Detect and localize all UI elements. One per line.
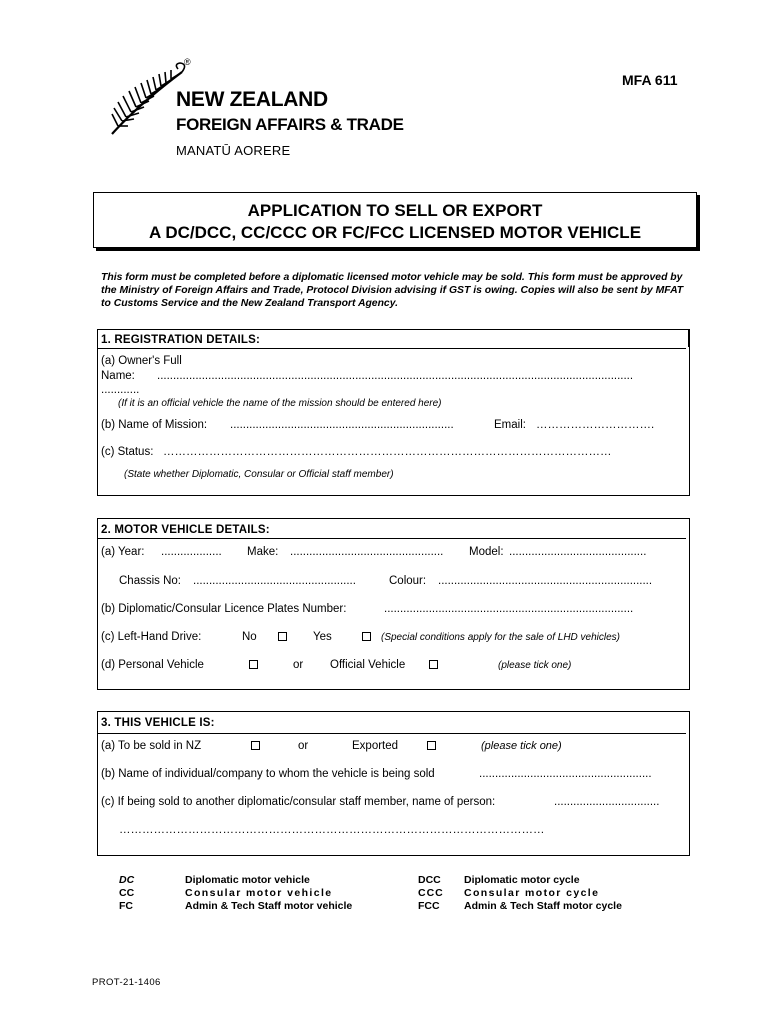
status-note: (State whether Diplomatic, Consular or Official staff member) <box>124 469 394 480</box>
owner-name-field-cont[interactable]: ............ <box>101 384 140 396</box>
legend-code: DC <box>119 874 135 886</box>
legend-desc: Admin & Tech Staff motor vehicle <box>185 900 353 912</box>
intro-text: This form must be completed before a diplomatic licensed motor vehicle may be sold. This form must be approved by the Ministry of Foreign Affairs and Trade, Protocol Division advising if GST is owing. Copies will also be sent by MFAT to Customs Service and the New Zealand Transport Agency. <box>101 272 684 309</box>
sold-nz-label: (a) To be sold in NZ <box>101 740 202 752</box>
title-line1: APPLICATION TO SELL OR EXPORT <box>247 201 543 220</box>
title-line2: A DC/DCC, CC/CCC OR FC/FCC LICENSED MOTOR VEHICLE <box>148 223 642 242</box>
official-vehicle-checkbox[interactable] <box>429 660 438 669</box>
staff-name-field-cont[interactable]: ………………………………………………………………………………………………… <box>119 824 545 836</box>
lhd-yes-label: Yes <box>313 631 332 643</box>
lhd-note: (Special conditions apply for the sale of LHD vehicles) <box>381 632 621 643</box>
legend-code: DCC <box>418 874 441 886</box>
title-box <box>93 192 697 248</box>
mission-label: (b) Name of Mission: <box>101 419 208 431</box>
colour-field[interactable]: ................................................................... <box>438 575 653 587</box>
colour-label: Colour: <box>389 575 427 587</box>
section3-heading: 3. THIS VEHICLE IS: <box>101 717 215 729</box>
buyer-name-label: (b) Name of individual/company to whom the vehicle is being sold <box>101 768 435 780</box>
owner-label-1: (a) Owner's Full <box>101 355 182 367</box>
lhd-no-checkbox[interactable] <box>278 632 287 641</box>
official-vehicle-label: Official Vehicle <box>330 659 406 671</box>
status-field[interactable]: ……………………………………………………………………………………………………… <box>163 446 612 458</box>
owner-name-field[interactable]: ..................................................................................................................................................... <box>157 370 634 382</box>
section1-heading: 1. REGISTRATION DETAILS: <box>101 334 260 346</box>
org-name-line2: FOREIGN AFFAIRS & TRADE <box>176 115 404 134</box>
owner-label-2: Name: <box>101 370 135 382</box>
or-label: or <box>293 659 304 671</box>
or-label-2: or <box>298 740 309 752</box>
lhd-no-label: No <box>242 631 257 643</box>
staff-name-label: (c) If being sold to another diplomatic/consular staff member, name of person: <box>101 796 496 808</box>
section2-heading: 2. MOTOR VEHICLE DETAILS: <box>101 524 270 536</box>
exported-label: Exported <box>352 740 399 752</box>
email-label: Email: <box>494 419 526 431</box>
year-label: (a) Year: <box>101 546 145 558</box>
chassis-label: Chassis No: <box>119 575 181 587</box>
form-number: MFA 611 <box>622 72 678 88</box>
legend-desc: Diplomatic motor cycle <box>464 874 580 886</box>
chassis-field[interactable]: ................................................... <box>193 575 356 587</box>
vehicle-tick-note: (please tick one) <box>498 660 572 671</box>
plates-field[interactable]: .............................................................................. <box>384 603 634 615</box>
legend-desc: Admin & Tech Staff motor cycle <box>464 900 622 912</box>
legend-desc: Consular motor vehicle <box>185 887 333 899</box>
status-label: (c) Status: <box>101 446 154 458</box>
year-field[interactable]: ................... <box>161 546 222 558</box>
plates-label: (b) Diplomatic/Consular Licence Plates Number: <box>101 603 347 615</box>
lhd-yes-checkbox[interactable] <box>362 632 371 641</box>
personal-vehicle-label: (d) Personal Vehicle <box>101 659 204 671</box>
sold-nz-checkbox[interactable] <box>251 741 260 750</box>
mission-field[interactable]: ...................................................................... <box>230 419 454 431</box>
registered-mark: ® <box>184 57 191 67</box>
personal-vehicle-checkbox[interactable] <box>249 660 258 669</box>
staff-name-field[interactable]: ................................. <box>554 796 660 808</box>
exported-checkbox[interactable] <box>427 741 436 750</box>
legend-code: FCC <box>418 900 440 912</box>
lhd-label: (c) Left-Hand Drive: <box>101 631 202 643</box>
legend-code: CC <box>119 887 135 899</box>
make-field[interactable]: ................................................ <box>290 546 444 558</box>
legend-code: CCC <box>418 887 444 899</box>
make-label: Make: <box>247 546 279 558</box>
org-name-line1: NEW ZEALAND <box>176 88 328 111</box>
owner-note: (If it is an official vehicle the name of the mission should be entered here) <box>118 398 442 409</box>
legend-code: FC <box>119 900 133 912</box>
legend-desc: Consular motor cycle <box>464 887 600 899</box>
sale-tick-note: (please tick one) <box>481 740 562 752</box>
model-label: Model: <box>469 546 504 558</box>
model-field[interactable]: ........................................... <box>509 546 647 558</box>
email-field[interactable]: …………………………. <box>536 419 655 431</box>
buyer-name-field[interactable]: ...................................................... <box>479 768 652 780</box>
footer-code: PROT-21-1406 <box>92 977 161 988</box>
legend-desc: Diplomatic motor vehicle <box>185 874 310 886</box>
org-name-line3: MANATŪ AORERE <box>176 143 291 158</box>
